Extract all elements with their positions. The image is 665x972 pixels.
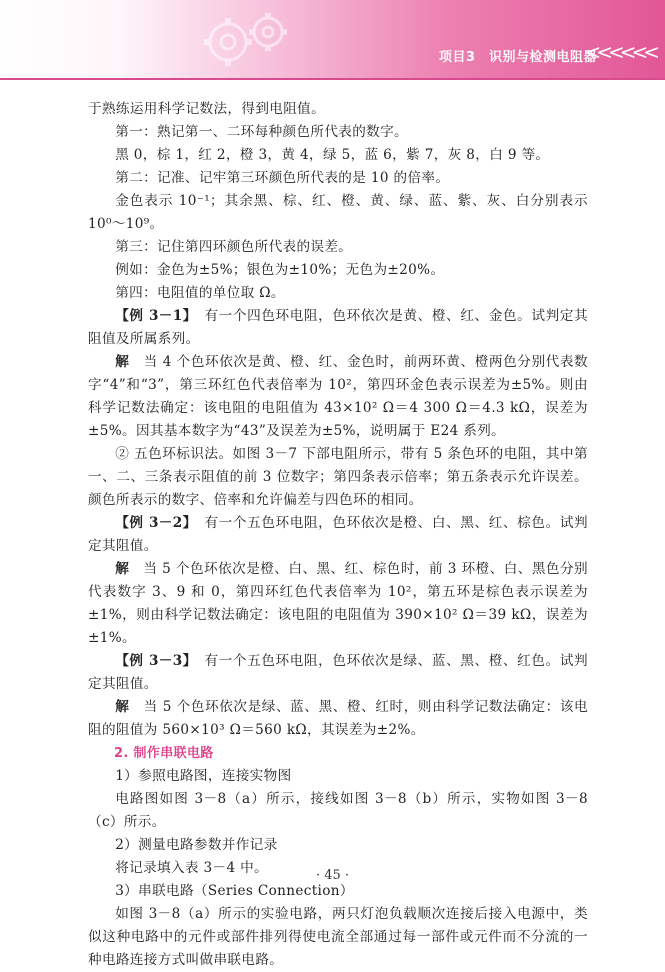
example-label: 【例 3－3】 (115, 653, 191, 669)
section-heading: 2. 制作串联电路 (114, 746, 214, 761)
paragraph: 将记录填入表 3－4 中。 (115, 860, 269, 876)
example-text: 有一个五色环电阻，色环依次是橙、白、黑、红、棕色。试判定其阻值。 (88, 515, 588, 554)
paragraph: 第二：记准、记牢第三环颜色所代表的是 10 的倍率。 (115, 170, 450, 186)
header-title: 项目3 识别与检测电阻器 (438, 50, 597, 65)
paragraph: ② 五色环标识法。如图 3－7 下部电阻所示，带有 5 条色环的电阻，其中第一、二、三条表示阻值的前 3 位数字；第四条表示倍率；第五条表示允许误差。颜色所表示的数字、倍率和允许偏差与四色环的相同。 (88, 446, 588, 508)
example-3-3 (88, 650, 588, 696)
page-header (0, 0, 665, 80)
example-label: 【例 3－1】 (115, 308, 191, 324)
example-3-2 (88, 512, 588, 558)
subheading: 3）串联电路（Series Connection） (115, 883, 354, 899)
paragraph: 例如：金色为±5%；银色为±10%；无色为±20%。 (115, 262, 445, 278)
solution-3-2 (88, 558, 588, 650)
solution-text: 当 5 个色环依次是绿、蓝、黑、橙、红时，则由科学记数法确定：该电阻的阻值为 560×10³ Ω＝560 kΩ，其误差为±2%。 (88, 699, 588, 738)
gear-decoration-icon (190, 2, 300, 76)
paragraph: 于熟练运用科学记数法，得到电阻值。 (88, 101, 326, 117)
solution-label: 解 (115, 561, 130, 577)
solution-3-1 (88, 351, 588, 443)
solution-label: 解 (115, 699, 130, 715)
page-body (88, 98, 588, 972)
solution-3-3 (88, 696, 588, 742)
paragraph: 电路图如图 3－8（a）所示，接线如图 3－8（b）所示，实物如图 3－8（c）所示。 (88, 791, 588, 830)
subheading: 1）参照电路图，连接实物图 (115, 768, 292, 784)
paragraph: 第一：熟记第一、二环每种颜色所代表的数字。 (115, 124, 409, 140)
paragraph: 第三：记住第四环颜色所代表的误差。 (115, 239, 353, 255)
chevrons-icon: <<<<<< (584, 40, 655, 64)
example-text: 有一个五色环电阻，色环依次是绿、蓝、黑、橙、红色。试判定其阻值。 (88, 653, 588, 692)
paragraph: 金色表示 10⁻¹；其余黑、棕、红、橙、黄、绿、蓝、紫、灰、白分别表示 10⁰～10⁹。 (88, 193, 588, 232)
solution-text: 当 5 个色环依次是橙、白、黑、红、棕色时，前 3 环橙、白、黑色分别代表数字 3、9 和 0，第四环红色代表倍率为 10²，第五环是棕色表示误差为±1%，则由科学记数法确定：该电阻的电阻值为 390×10² Ω＝39 kΩ，误差为±1%。 (88, 561, 588, 646)
paragraph: 如图 3－8（a）所示的实验电路，两只灯泡负载顺次连接后接入电源中，类似这种电路中的元件或部件排列得使电流全部通过每一部件或元件而不分流的一种电路连接方式叫做串联电路。 (88, 906, 588, 968)
paragraph: 黑 0，棕 1，红 2，橙 3，黄 4，绿 5，蓝 6，紫 7，灰 8，白 9 等。 (115, 147, 550, 163)
subheading: 2）测量电路参数并作记录 (115, 837, 278, 853)
solution-text: 当 4 个色环依次是黄、橙、红、金色时，前两环黄、橙两色分别代表数字“4”和“3”，第三环红色代表倍率为 10²，第四环金色表示误差为±5%。则由科学记数法确定：该电阻的电阻值为 43×10² Ω＝4 300 Ω＝4.3 kΩ，误差为±5%。因其基本数字为“43”及误差为±5%，说明属于 E24 系列。 (88, 354, 588, 439)
solution-label: 解 (115, 354, 130, 370)
example-3-1 (88, 305, 588, 351)
page-number: · 45 · (315, 868, 350, 883)
example-text: 有一个四色环电阻，色环依次是黄、橙、红、金色。试判定其阻值及所属系列。 (88, 308, 588, 347)
paragraph: 第四：电阻值的单位取 Ω。 (115, 285, 285, 301)
example-label: 【例 3－2】 (115, 515, 191, 531)
